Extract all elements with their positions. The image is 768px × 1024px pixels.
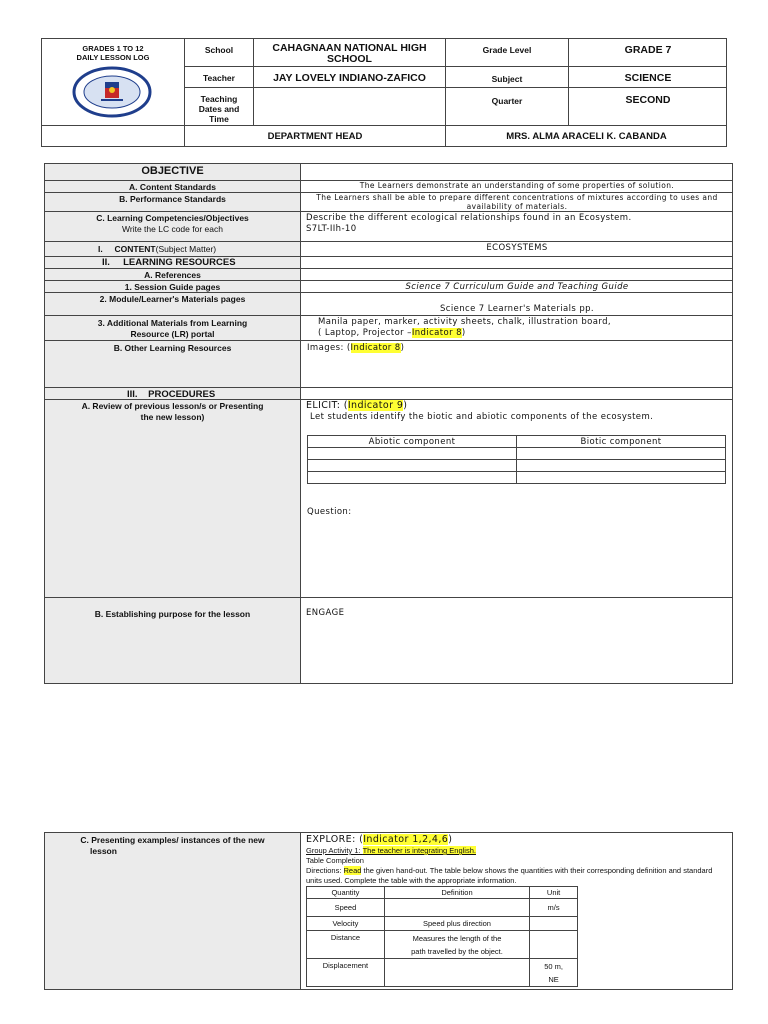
column-header: Definition: [384, 887, 529, 899]
log-title: GRADES 1 TO 12 DAILY LESSON LOG: [76, 44, 150, 62]
table-cell: [308, 460, 517, 472]
table-row: [308, 460, 726, 472]
objective-heading: OBJECTIVE: [141, 165, 204, 177]
performance-standards-label: B. Performance Standards: [119, 194, 226, 204]
quarter-label: Quarter: [491, 96, 523, 106]
references-label: A. References: [144, 270, 201, 280]
elicit-heading: ELICIT: (Indicator 9): [306, 400, 408, 411]
row-line: [44, 340, 733, 341]
teacher-label: Teacher: [203, 73, 235, 83]
quantity-table: [306, 886, 578, 987]
indicator-highlight: The teacher is integrating English.: [362, 846, 476, 855]
review-label: A. Review of previous lesson/s or Presenting the new lesson): [81, 401, 264, 422]
column-header: Quantity: [307, 887, 385, 899]
table-row: [307, 899, 578, 917]
teacher-value: JAY LOVELY INDIANO-ZAFICO: [273, 72, 426, 84]
unit-cell: m/s: [530, 899, 578, 917]
definition-cell: Speed plus direction: [384, 917, 529, 931]
content-standards-label: A. Content Standards: [129, 182, 216, 192]
indicator-highlight: Read: [343, 866, 362, 875]
other-resources-label: B. Other Learning Resources: [113, 343, 232, 353]
column-header: Unit: [530, 887, 578, 899]
dept-head-value: MRS. ALMA ARACELI K. CABANDA: [506, 131, 667, 142]
purpose-label: B. Establishing purpose for the lesson: [94, 609, 251, 619]
row-line: [44, 241, 733, 242]
additional-label: 3. Additional Materials from Learning Resource (LR) portal: [97, 318, 248, 339]
purpose-value: ENGAGE: [306, 608, 345, 618]
header-divider: [184, 87, 727, 88]
question-label: Question:: [307, 507, 352, 517]
quantity-cell: Displacement: [307, 959, 385, 987]
content-value: ECOSYSTEMS: [486, 243, 548, 253]
subject-value: SCIENCE: [624, 72, 672, 84]
table-row: [308, 472, 726, 484]
unit-cell: [530, 931, 578, 959]
performance-standards-value: The Learners shall be able to prepare different concentrations of mixtures according to uses and availability of materials.: [316, 193, 718, 211]
indicator-highlight: Indicator 8: [411, 328, 462, 338]
additional-value: Manila paper, marker, activity sheets, chalk, illustration board, ( Laptop, Projector –Indicator 8): [318, 317, 612, 338]
dates-label: Teaching Dates and Time: [198, 94, 240, 124]
content-label: I. CONTENT(Subject Matter): [98, 244, 217, 254]
module-value: Science 7 Learner's Materials pp.: [439, 304, 595, 314]
dept-head-label: DEPARTMENT HEAD: [267, 131, 363, 142]
component-table: [307, 435, 726, 484]
presenting-label: C. Presenting examples/ instances of the new lesson: [80, 835, 265, 856]
row-line: [44, 292, 733, 293]
group-activity: Group Activity 1: The teacher is integrating English.: [306, 846, 476, 855]
grade-label: Grade Level: [482, 45, 532, 55]
session-label: 1. Session Guide pages: [124, 282, 221, 292]
label-bg: [45, 388, 300, 683]
table-cell: [517, 448, 726, 460]
table-row: [307, 887, 578, 899]
competencies-value: Describe the different ecological relationships found in an Ecosystem. S7LT-IIh-10: [306, 213, 632, 234]
column-divider: [300, 832, 301, 990]
session-value: Science 7 Curriculum Guide and Teaching Guide: [405, 282, 629, 292]
row-line: [44, 268, 733, 269]
table-row: [307, 931, 578, 959]
table-row: [308, 448, 726, 460]
school-label: School: [204, 45, 234, 55]
quantity-cell: Speed: [307, 899, 385, 917]
resources-label: II. LEARNING RESOURCES: [102, 257, 236, 268]
quarter-value: SECOND: [625, 94, 671, 106]
content-standards-value: The Learners demonstrate an understanding of some properties of solution.: [359, 181, 675, 190]
unit-cell: [530, 917, 578, 931]
quantity-cell: Velocity: [307, 917, 385, 931]
row-line: [44, 597, 733, 598]
seal-icon: [71, 66, 153, 118]
module-label: 2. Module/Learner's Materials pages: [99, 294, 246, 304]
table-row: [307, 917, 578, 931]
directions-text: Directions: Read the given hand-out. The table below shows the quantities with their corresponding definition and standard units used. Complete the table with the appropriate information.: [306, 866, 713, 885]
indicator-highlight: Indicator 8: [350, 343, 401, 353]
row-line: [44, 315, 733, 316]
row-line: [44, 211, 733, 212]
table-row: [307, 959, 578, 987]
grade-value: GRADE 7: [624, 44, 672, 56]
table-row: [308, 436, 726, 448]
table-cell: [308, 472, 517, 484]
explore-heading: EXPLORE: (Indicator 1,2,4,6): [306, 834, 453, 845]
indicator-highlight: Indicator 9: [347, 400, 404, 411]
table-cell: [517, 460, 726, 472]
definition-cell: [384, 959, 529, 987]
subject-label: Subject: [491, 74, 523, 84]
other-resources-value: Images: (Indicator 8): [307, 343, 405, 353]
table-completion-label: Table Completion: [306, 856, 364, 865]
row-line: [44, 387, 733, 388]
column-header: Abiotic component: [308, 436, 517, 448]
definition-cell: [384, 899, 529, 917]
table-cell: [308, 448, 517, 460]
row-line: [44, 280, 733, 281]
deped-logo: [71, 66, 153, 118]
header-divider: [184, 66, 727, 67]
procedures-label: III. PROCEDURES: [127, 389, 216, 400]
unit-cell: 50 m, NE: [530, 959, 578, 987]
definition-cell: Measures the length of the path travelled by the object.: [384, 931, 529, 959]
table-cell: [517, 472, 726, 484]
quantity-cell: Distance: [307, 931, 385, 959]
competencies-label: C. Learning Competencies/Objectives Write the LC code for each: [96, 213, 249, 234]
column-header: Biotic component: [517, 436, 726, 448]
header-divider: [41, 125, 727, 126]
indicator-highlight: Indicator 1,2,4,6: [363, 834, 449, 845]
elicit-text: Let students identify the biotic and abiotic components of the ecosystem.: [310, 412, 654, 422]
school-value: CAHAGNAAN NATIONAL HIGH SCHOOL: [272, 42, 427, 65]
